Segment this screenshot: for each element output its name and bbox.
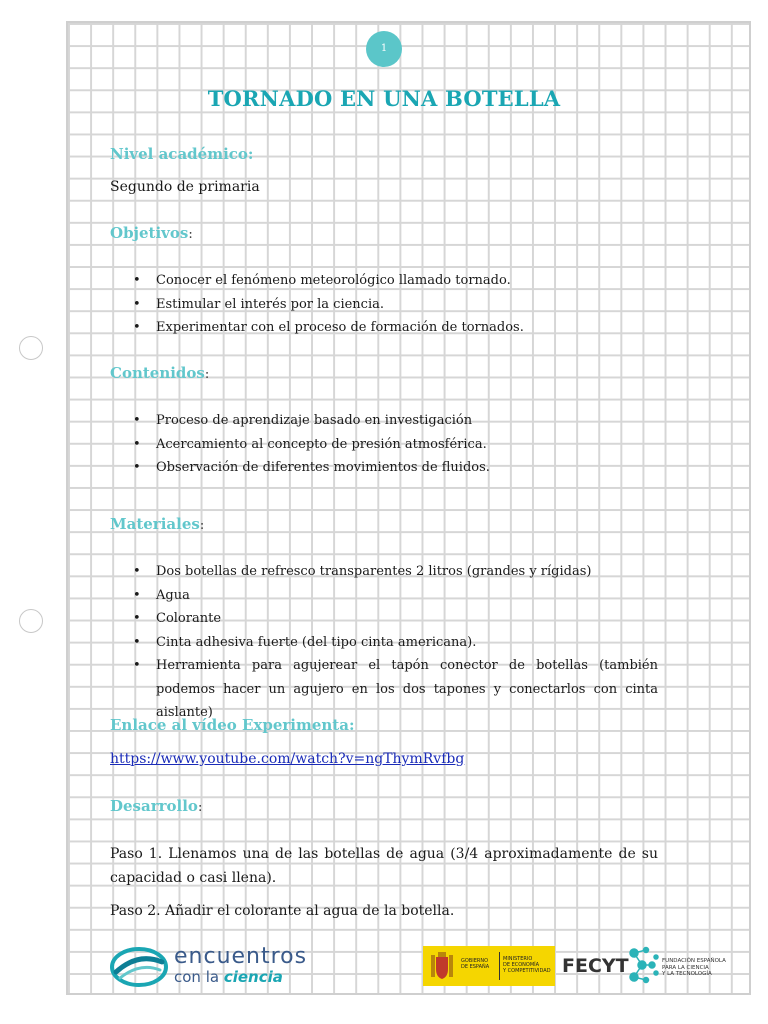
gobierno-text: GOBIERNO DE ESPAÑA bbox=[461, 958, 490, 970]
materiales-list bbox=[130, 560, 658, 725]
fecyt-logo-text: FECYT bbox=[562, 955, 629, 977]
list-item: • Colorante bbox=[133, 611, 222, 626]
page-number-badge: 1 bbox=[366, 31, 402, 67]
contenidos-list bbox=[130, 409, 658, 480]
binder-hole-top bbox=[19, 336, 43, 360]
paso-1: Paso 1. Llenamos una de las botellas de agua (3/4 aproximadamente de su capacidad o casi llena). bbox=[110, 846, 658, 886]
fecyt-subtitle: FUNDACIÓN ESPAÑOLA PARA LA CIENCIA Y LA TECNOLOGÍA bbox=[662, 958, 726, 977]
desarrollo-heading: Desarrollo: bbox=[110, 797, 203, 815]
document-title: TORNADO EN UNA BOTELLA bbox=[207, 86, 561, 111]
nivel-heading: Nivel académico: bbox=[110, 145, 254, 163]
list-item: • Experimentar con el proceso de formación de tornados. bbox=[133, 320, 524, 335]
paso-2: Paso 2. Añadir el colorante al agua de la botella. bbox=[110, 903, 455, 919]
divider bbox=[499, 952, 500, 980]
molecule-icon bbox=[626, 945, 660, 985]
encuentros-subtitle: con la ciencia bbox=[174, 968, 283, 986]
list-item: • Observación de diferentes movimientos de fluidos. bbox=[133, 460, 490, 475]
list-item: • Agua bbox=[133, 587, 190, 603]
list-item: • Conocer el fenómeno meteorológico llamado tornado. bbox=[133, 273, 511, 288]
ministerio-text: MINISTERIO DE ECONOMÍA Y COMPETITIVIDAD bbox=[503, 956, 551, 974]
objetivos-list bbox=[130, 269, 658, 340]
objetivos-heading: Objetivos: bbox=[110, 224, 193, 242]
encuentros-word: encuentros bbox=[174, 944, 308, 969]
nivel-text: Segundo de primaria bbox=[110, 179, 260, 195]
contenidos-heading: Contenidos: bbox=[110, 364, 210, 382]
enlace-heading: Enlace al vídeo Experimenta: bbox=[110, 716, 355, 734]
encuentros-logo bbox=[110, 944, 340, 990]
list-item: • Proceso de aprendizaje basado en investigación bbox=[133, 413, 473, 428]
list-item: • Herramienta para agujerear el tapón conector de botellas (también podemos hacer un agujero en los dos tapones y conectarlos con cinta aislante) bbox=[133, 658, 658, 720]
coat-of-arms-icon bbox=[429, 951, 455, 981]
list-item: • Dos botellas de refresco transparentes 2 litros (grandes y rígidas) bbox=[133, 564, 592, 579]
swirl-icon bbox=[110, 946, 168, 988]
video-link[interactable]: https://www.youtube.com/watch?v=ngThymRvfbg bbox=[110, 751, 465, 767]
list-item: • Acercamiento al concepto de presión atmosférica. bbox=[133, 436, 487, 452]
list-item: • Cinta adhesiva fuerte (del tipo cinta americana). bbox=[133, 634, 477, 650]
materiales-heading: Materiales: bbox=[110, 515, 205, 533]
list-item: • Estimular el interés por la ciencia. bbox=[133, 296, 385, 312]
binder-hole-bottom bbox=[19, 609, 43, 633]
gobierno-logo bbox=[423, 946, 555, 986]
